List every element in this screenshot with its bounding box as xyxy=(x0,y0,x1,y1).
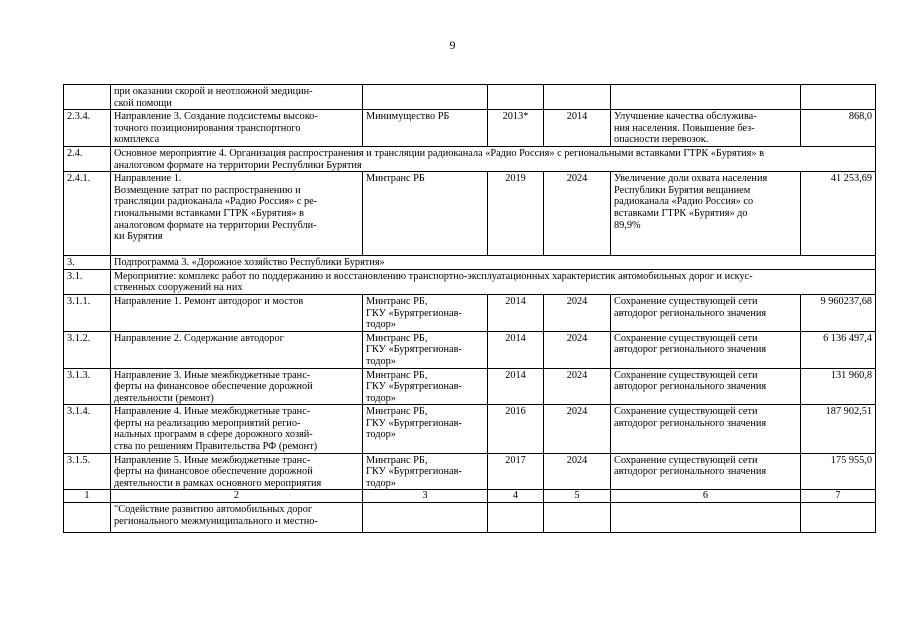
column-number-cell: 3 xyxy=(363,490,488,503)
executor-cell: Минтранс РБ, ГКУ «Бурятрегионав- тодор» xyxy=(363,294,488,331)
amount-cell: 131 960,8 xyxy=(801,368,876,405)
item-number-cell: 3.1.5. xyxy=(64,453,111,490)
section-title-cell: Мероприятие: комплекс работ по поддержанию и восстановлению транспортно-эксплуатационных характеристик автомобильных дорог и искус- ственных сооружений на них xyxy=(111,269,876,294)
item-number-cell: 2.3.4. xyxy=(64,110,111,147)
end-year-cell: 2024 xyxy=(544,368,611,405)
amount-cell xyxy=(801,85,876,110)
executor-cell xyxy=(363,503,488,533)
amount-cell: 868,0 xyxy=(801,110,876,147)
executor-cell: Минимущество РБ xyxy=(363,110,488,147)
start-year-cell: 2014 xyxy=(488,294,544,331)
expected-result-cell xyxy=(611,85,801,110)
measure-name-cell: при оказании скорой и неотложной медицин- ской помощи xyxy=(111,85,363,110)
table-row xyxy=(64,85,876,110)
column-number-cell: 7 xyxy=(801,490,876,503)
section-title-cell: Основное мероприятие 4. Организация распространения и трансляции радиоканала «Радио Россия» с региональными вставками ГТРК «Бурятия» в аналоговом формате на территории Республики Бурятия xyxy=(111,146,876,171)
executor-cell: Минтранс РБ, ГКУ «Бурятрегионав- тодор» xyxy=(363,405,488,453)
expected-result-cell: Увеличение доли охвата населения Республики Бурятия вещанием радиоканала «Радио Россия» со вставками ГТРК «Бурятия» до 89,9% xyxy=(611,172,801,256)
table-row xyxy=(64,294,876,331)
executor-cell: Минтранс РБ, ГКУ «Бурятрегионав- тодор» xyxy=(363,368,488,405)
table-row xyxy=(64,172,876,256)
start-year-cell: 2019 xyxy=(488,172,544,256)
expected-result-cell: Сохранение существующей сети автодорог регионального значения xyxy=(611,331,801,368)
item-number-cell: 3.1.4. xyxy=(64,405,111,453)
end-year-cell: 2024 xyxy=(544,405,611,453)
item-number-cell: 3.1. xyxy=(64,269,111,294)
end-year-cell: 2024 xyxy=(544,453,611,490)
start-year-cell xyxy=(488,503,544,533)
end-year-cell: 2024 xyxy=(544,294,611,331)
column-number-cell: 4 xyxy=(488,490,544,503)
expected-result-cell xyxy=(611,503,801,533)
measure-name-cell: Направление 5. Иные межбюджетные транс- ферты на финансовое обеспечение дорожной деятельности в рамках основного мероприятия xyxy=(111,453,363,490)
start-year-cell: 2014 xyxy=(488,368,544,405)
end-year-cell xyxy=(544,503,611,533)
table-row xyxy=(64,503,876,533)
column-number-cell: 5 xyxy=(544,490,611,503)
end-year-cell: 2024 xyxy=(544,172,611,256)
end-year-cell: 2014 xyxy=(544,110,611,147)
measure-name-cell: Направление 2. Содержание автодорог xyxy=(111,331,363,368)
start-year-cell: 2016 xyxy=(488,405,544,453)
column-numbers-row xyxy=(64,490,876,503)
section-row xyxy=(64,256,876,270)
end-year-cell: 2024 xyxy=(544,331,611,368)
start-year-cell: 2017 xyxy=(488,453,544,490)
amount-cell: 41 253,69 xyxy=(801,172,876,256)
item-number-cell: 3.1.3. xyxy=(64,368,111,405)
expected-result-cell: Улучшение качества обслужива- ния населения. Повышение без- опасности перевозок. xyxy=(611,110,801,147)
amount-cell: 6 136 497,4 xyxy=(801,331,876,368)
program-table xyxy=(63,84,876,533)
end-year-cell xyxy=(544,85,611,110)
measure-name-cell: Направление 1. Возмещение затрат по распространению и трансляции радиоканала «Радио Россия» с ре- гиональными вставками ГТРК «Бурятия» в аналоговом формате на территории Республи- ки Бурятия xyxy=(111,172,363,256)
expected-result-cell: Сохранение существующей сети автодорог регионального значения xyxy=(611,453,801,490)
item-number-cell xyxy=(64,503,111,533)
item-number-cell xyxy=(64,85,111,110)
table-row xyxy=(64,405,876,453)
executor-cell: Минтранс РБ xyxy=(363,172,488,256)
column-number-cell: 2 xyxy=(111,490,363,503)
column-number-cell: 1 xyxy=(64,490,111,503)
section-title-cell: Подпрограмма 3. «Дорожное хозяйство Республики Бурятия» xyxy=(111,256,876,270)
table-row xyxy=(64,331,876,368)
amount-cell: 187 902,51 xyxy=(801,405,876,453)
executor-cell xyxy=(363,85,488,110)
amount-cell xyxy=(801,503,876,533)
start-year-cell: 2013* xyxy=(488,110,544,147)
table-row xyxy=(64,368,876,405)
executor-cell: Минтранс РБ, ГКУ «Бурятрегионав- тодор» xyxy=(363,453,488,490)
start-year-cell xyxy=(488,85,544,110)
measure-name-cell: Направление 1. Ремонт автодорог и мостов xyxy=(111,294,363,331)
item-number-cell: 3.1.1. xyxy=(64,294,111,331)
measure-name-cell: Направление 4. Иные межбюджетные транс- ферты на реализацию мероприятий регио- нальных программ в сфере дорожного хозяй- ства по решениям Правительства РФ (ремонт) xyxy=(111,405,363,453)
table-row xyxy=(64,453,876,490)
start-year-cell: 2014 xyxy=(488,331,544,368)
table-row xyxy=(64,110,876,147)
page-number: 9 xyxy=(449,38,456,52)
item-number-cell: 3.1.2. xyxy=(64,331,111,368)
item-number-cell: 3. xyxy=(64,256,111,270)
executor-cell: Минтранс РБ, ГКУ «Бурятрегионав- тодор» xyxy=(363,331,488,368)
item-number-cell: 2.4.1. xyxy=(64,172,111,256)
table-body xyxy=(64,85,876,533)
section-row xyxy=(64,146,876,171)
item-number-cell: 2.4. xyxy=(64,146,111,171)
measure-name-cell: Направление 3. Создание подсистемы высоко- точного позиционирования транспортного комплекса xyxy=(111,110,363,147)
expected-result-cell: Сохранение существующей сети автодорог регионального значения xyxy=(611,368,801,405)
amount-cell: 175 955,0 xyxy=(801,453,876,490)
section-row xyxy=(64,269,876,294)
measure-name-cell: Направление 3. Иные межбюджетные транс- ферты на финансовое обеспечение дорожной деятельности (ремонт) xyxy=(111,368,363,405)
measure-name-cell: "Содействие развитию автомобильных дорог регионального межмуниципального и местно- xyxy=(111,503,363,533)
column-number-cell: 6 xyxy=(611,490,801,503)
amount-cell: 9 960237,68 xyxy=(801,294,876,331)
expected-result-cell: Сохранение существующей сети автодорог регионального значения xyxy=(611,405,801,453)
expected-result-cell: Сохранение существующей сети автодорог регионального значения xyxy=(611,294,801,331)
